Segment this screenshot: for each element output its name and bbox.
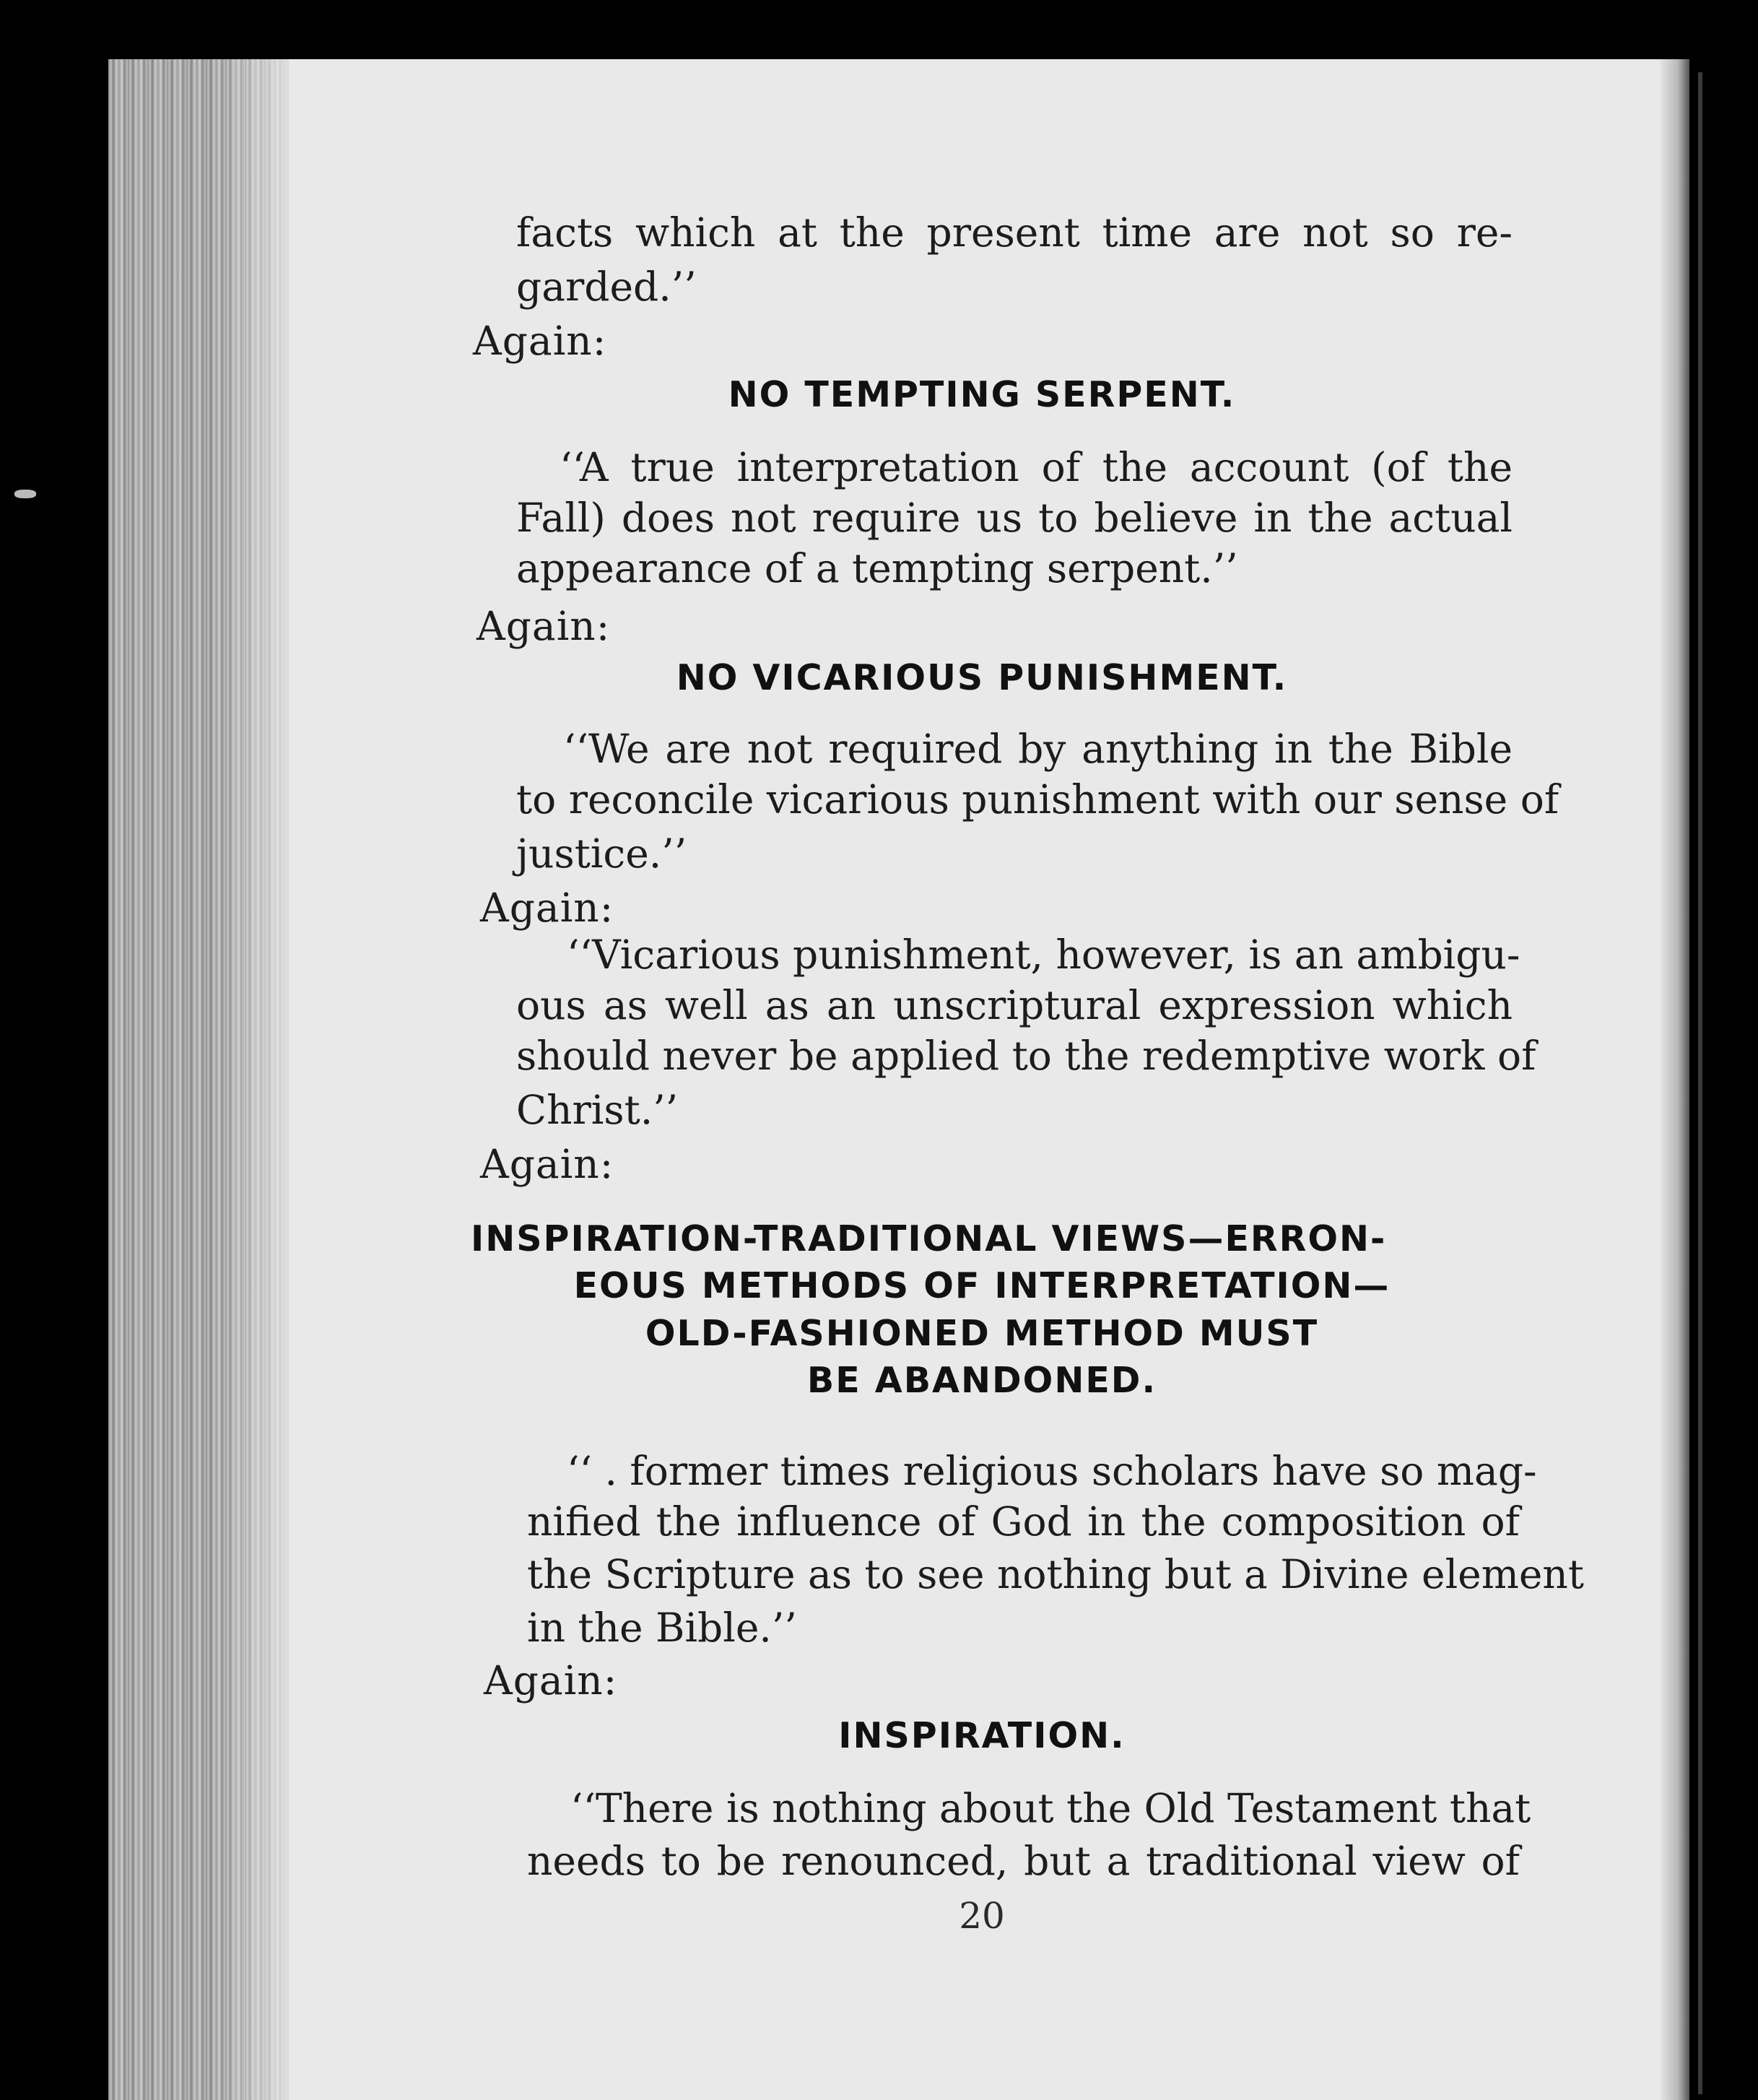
section-heading: INSPIRATION. <box>838 1715 1126 1756</box>
text-line: the Scripture as to see nothing but a Divine element <box>527 1551 1584 1597</box>
section-heading: INSPIRATION-TRADITIONAL VIEWS—ERRON- <box>471 1218 1387 1259</box>
text-line: ous as well as an unscriptural expression which <box>516 982 1513 1028</box>
text-line: Fall) does not require us to believe in the actual <box>516 495 1513 541</box>
section-heading: OLD-FASHIONED METHOD MUST <box>645 1313 1319 1354</box>
section-heading: EOUS METHODS OF INTERPRETATION— <box>573 1265 1391 1306</box>
text-line: appearance of a tempting serpent.’’ <box>516 545 1238 591</box>
again-label: Again: <box>473 318 607 364</box>
text-line: to reconcile vicarious punishment with our sense of <box>516 776 1559 823</box>
again-label: Again: <box>480 885 614 931</box>
text-line: ‘‘Vicarious punishment, however, is an ambigu- <box>567 932 1520 978</box>
page-edges-fade <box>217 59 303 2100</box>
page-number: 20 <box>959 1895 1005 1937</box>
text-line: ‘‘ . former times religious scholars have so mag- <box>567 1448 1537 1494</box>
section-heading: BE ABANDONED. <box>806 1360 1157 1401</box>
text-line: in the Bible.’’ <box>527 1605 797 1651</box>
again-label: Again: <box>484 1657 618 1704</box>
text-line: justice.’’ <box>516 830 687 877</box>
text-line: should never be applied to the redemptive work of <box>516 1033 1536 1079</box>
text-line: ‘‘A true interpretation of the account (of the <box>560 444 1513 490</box>
scan-speck <box>14 490 36 498</box>
again-label: Again: <box>480 1141 614 1187</box>
section-heading: NO VICARIOUS PUNISHMENT. <box>676 657 1288 698</box>
text-line: garded.’’ <box>516 264 697 310</box>
text-line: facts which at the present time are not so re- <box>516 209 1513 256</box>
text-line: needs to be renounced, but a traditional view of <box>527 1838 1520 1884</box>
gutter-shadow <box>1661 59 1689 2100</box>
gutter-line <box>1698 72 1702 2094</box>
again-label: Again: <box>477 603 611 649</box>
text-line: ‘‘There is nothing about the Old Testament that <box>570 1785 1531 1831</box>
section-heading: NO TEMPTING SERPENT. <box>728 374 1236 415</box>
text-line: nified the influence of God in the composition of <box>527 1498 1520 1545</box>
text-line: Christ.’’ <box>516 1087 679 1133</box>
text-line: ‘‘We are not required by anything in the Bible <box>563 726 1513 772</box>
